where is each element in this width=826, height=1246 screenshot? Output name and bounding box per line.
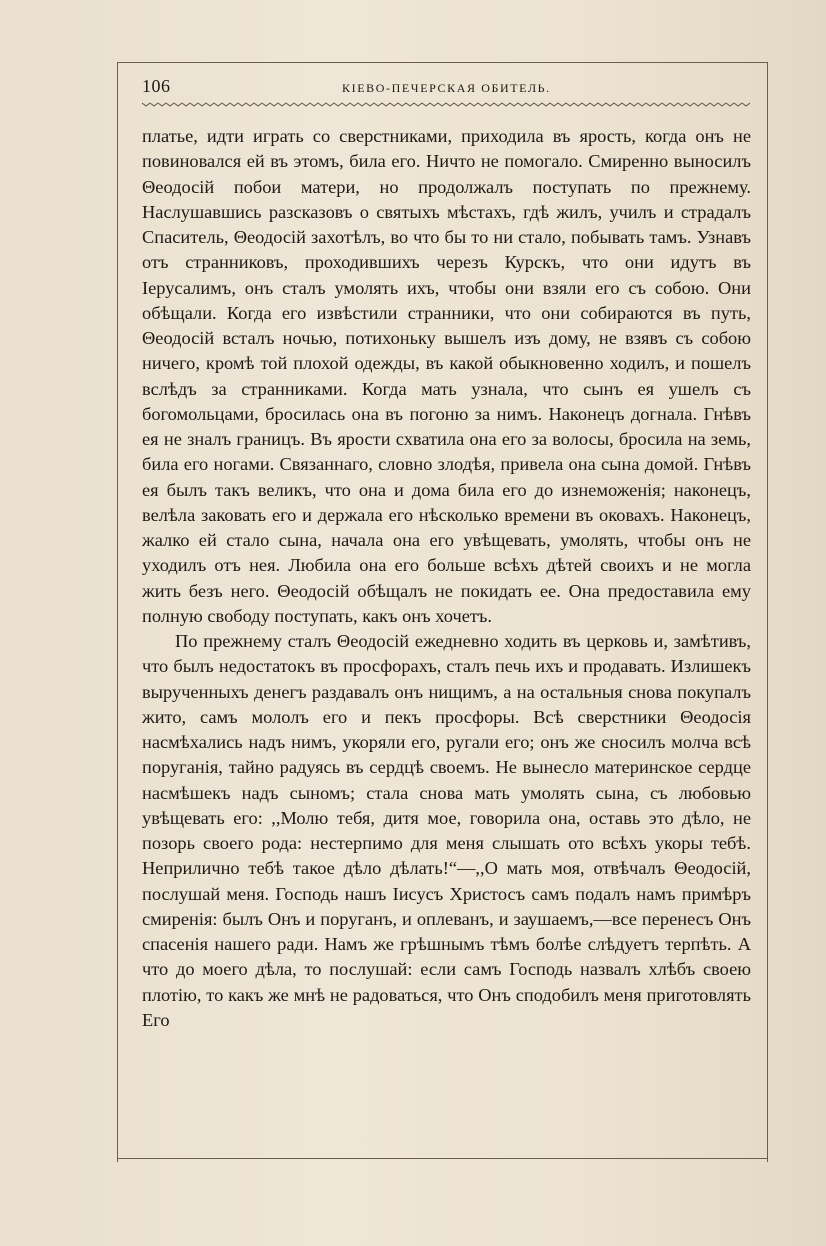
header-ornament-rule [142, 101, 750, 108]
page-frame-top-rule [117, 62, 767, 63]
body-text [142, 124, 751, 1033]
paragraph-1: платье, идти играть со сверстниками, приходила въ ярость, когда онъ не повиновался ей въ этомъ, била его. Ничто не помогало. Смиренно выносилъ Θеодосій побои матери, но продолжалъ поступать по прежнему. Наслушавшись разсказовъ о святыхъ мѣстахъ, гдѣ жилъ, училъ и страдалъ Спаситель, Θеодосій захотѣлъ, во что бы то ни стало, побывать тамъ. Узнавъ отъ странниковъ, проходившихъ черезъ Курскъ, что они идутъ въ Іерусалимъ, онъ сталъ умолять ихъ, чтобы они взяли его съ собою. Они обѣщали. Когда его извѣстили странники, что они собираются въ путь, Θеодосій всталъ ночью, потихоньку вышелъ изъ дому, не взявъ съ собою ничего, кромѣ той плохой одежды, въ какой обыкновенно ходилъ, и пошелъ вслѣдъ за странниками. Когда мать узнала, что сынъ ея ушелъ съ богомольцами, бросилась она въ погоню за нимъ. Наконецъ догнала. Гнѣвъ ея не зналъ границъ. Въ ярости схватила она его за волосы, бросила на земь, била его ногами. Связаннаго, словно злодѣя, привела она сына домой. Гнѣвъ ея былъ такъ великъ, что она и дома била его до изнеможенія; наконецъ, велѣла заковать его и держала его нѣсколько времени въ оковахъ. Наконецъ, жалко ей стало сына, начала она его увѣщевать, умолять, чтобы онъ не уходилъ отъ нея. Любила она его больше всѣхъ дѣтей своихъ и не могла жить безъ него. Θеодосій обѣщалъ не покидать ее. Она предоставила ему полную свободу поступать, какъ онъ хочетъ. [142, 126, 751, 626]
page-frame-bottom-rule [117, 1158, 767, 1159]
paragraph-2: По прежнему сталъ Θеодосій ежедневно ходить въ церковь и, замѣтивъ, что былъ недостатокъ въ просфорахъ, сталъ печь ихъ и продавать. Излишекъ вырученныхъ денегъ раздавалъ онъ нищимъ, а на остальныя снова покупалъ жито, самъ мололъ его и пекъ просфоры. Всѣ сверстники Θеодосія насмѣхались надъ нимъ, укоряли его, ругали его; онъ же сносилъ молча всѣ поруганія, тайно радуясь въ сердцѣ своемъ. Не вынесло материнское сердце насмѣшекъ надъ сыномъ; стала снова мать умолять сына, съ любовью увѣщевать его: ,,Молю тебя, дитя мое, говорила она, оставь это дѣло, не позорь своего рода: нестерпимо для меня слышать ото всѣхъ укоры тебѣ. Неприлично тебѣ такое дѣло дѣлать!“—,,О мать моя, отвѣчалъ Θеодосій, послушай меня. Господь нашъ Іисусъ Христосъ самъ подалъ намъ примѣръ смиренія: былъ Онъ и поруганъ, и оплеванъ, и заушаемъ,—все перенесъ Онъ спасенія нашего ради. Намъ же грѣшнымъ тѣмъ болѣе слѣдуетъ терпѣть. А что до моего дѣла, то послушай: если самъ Господь назвалъ хлѣбъ своею плотію, то какъ же мнѣ не радоваться, что Онъ сподобилъ меня приготовлять Его [142, 631, 751, 1030]
page-frame-right-rule [767, 62, 768, 1162]
page-frame-left-rule [117, 62, 118, 1162]
page-number: 106 [142, 76, 171, 96]
running-header [142, 76, 750, 102]
running-title: КІЕВО-ПЕЧЕРСКАЯ ОБИТЕЛЬ. [342, 81, 551, 95]
